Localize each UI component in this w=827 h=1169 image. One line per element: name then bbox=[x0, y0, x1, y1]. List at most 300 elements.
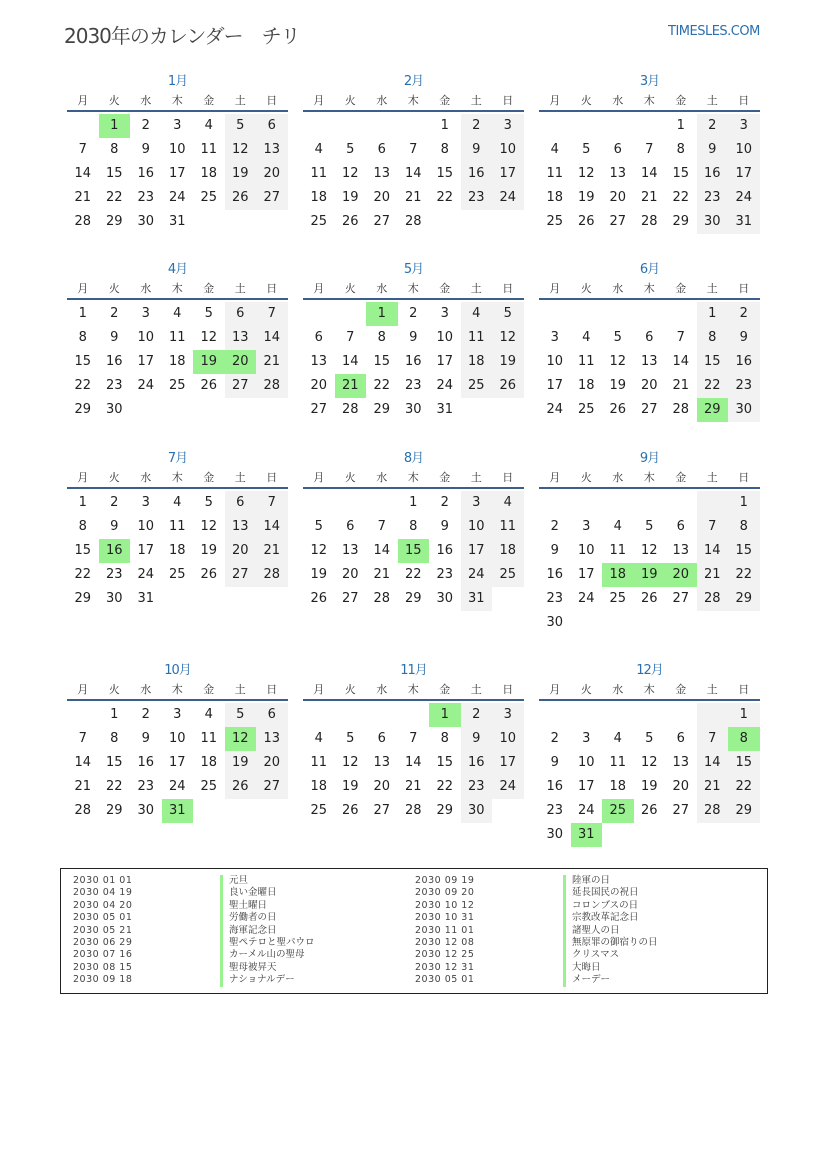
day-cell: 16 bbox=[461, 162, 493, 186]
day-cell: 10 bbox=[168, 731, 186, 746]
day-cell: 1 bbox=[697, 302, 729, 326]
holiday-date: 2030 06 29 bbox=[73, 936, 133, 948]
day-cell: 1 bbox=[78, 306, 87, 321]
day-cell: 26 bbox=[310, 591, 328, 606]
day-cell: 2 bbox=[461, 703, 493, 727]
day-cell: 16 bbox=[697, 162, 729, 186]
holiday-date: 2030 12 08 bbox=[415, 936, 475, 948]
weekday-label: 火 bbox=[344, 683, 356, 696]
day-cell: 20 bbox=[640, 378, 658, 393]
day-cell: 12 bbox=[200, 330, 218, 345]
weekday-label: 水 bbox=[612, 94, 624, 107]
day-cell: 30 bbox=[105, 591, 123, 606]
day-cell: 16 bbox=[728, 350, 760, 374]
holiday-date: 2030 10 12 bbox=[415, 899, 475, 911]
day-cell: 20 bbox=[609, 190, 627, 205]
day-cell: 25 bbox=[609, 591, 627, 606]
day-cell: 24 bbox=[168, 190, 186, 205]
holiday-date: 2030 07 16 bbox=[73, 949, 133, 961]
day-cell: 6 bbox=[377, 731, 386, 746]
holiday-date: 2030 01 01 bbox=[73, 875, 133, 886]
day-cell: 26 bbox=[200, 567, 218, 582]
day-cell: 7 bbox=[409, 142, 418, 157]
day-cell: 8 bbox=[409, 519, 418, 534]
day-cell: 7 bbox=[697, 727, 729, 751]
day-cell: 11 bbox=[310, 755, 328, 770]
holiday-name: 無原罪の御宿りの日 bbox=[563, 937, 658, 949]
day-cell: 18 bbox=[577, 378, 595, 393]
day-cell: 14 bbox=[74, 755, 92, 770]
day-cell: 6 bbox=[256, 703, 288, 727]
day-cell: 6 bbox=[225, 302, 257, 326]
day-cell: 2 bbox=[141, 118, 150, 133]
month-title: 2月 bbox=[403, 74, 424, 89]
day-cell: 6 bbox=[613, 142, 622, 157]
weekday-label: 月 bbox=[313, 94, 325, 107]
day-cell: 17 bbox=[168, 166, 186, 181]
day-cell: 5 bbox=[225, 703, 257, 727]
day-cell: 23 bbox=[697, 186, 729, 210]
weekday-label: 水 bbox=[140, 471, 152, 484]
days-grid bbox=[539, 703, 760, 847]
weekday-label: 月 bbox=[313, 282, 325, 295]
empty-day-cell bbox=[665, 491, 697, 515]
day-cell: 28 bbox=[404, 214, 422, 229]
empty-day-cell bbox=[602, 491, 634, 515]
weekday-label: 金 bbox=[439, 683, 451, 696]
day-cell: 11 bbox=[200, 731, 218, 746]
day-cell: 13 bbox=[373, 166, 391, 181]
day-cell: 24 bbox=[137, 378, 155, 393]
day-cell: 30 bbox=[436, 591, 454, 606]
day-cell: 21 bbox=[697, 563, 729, 587]
day-cell: 17 bbox=[577, 779, 595, 794]
day-cell: 3 bbox=[440, 306, 449, 321]
weekday-label: 月 bbox=[313, 471, 325, 484]
empty-day-cell bbox=[303, 703, 335, 727]
weekday-label: 金 bbox=[675, 471, 687, 484]
day-cell: 7 bbox=[697, 515, 729, 539]
day-cell: 30 bbox=[404, 402, 422, 417]
day-cell: 3 bbox=[550, 330, 559, 345]
day-cell: 21 bbox=[256, 539, 288, 563]
holiday-name: 良い金曜日 bbox=[220, 887, 315, 899]
day-cell: 28 bbox=[672, 402, 690, 417]
day-cell: 26 bbox=[492, 374, 524, 398]
day-cell: 17 bbox=[728, 162, 760, 186]
weekday-header bbox=[67, 680, 288, 701]
holiday-name: 海軍記念日 bbox=[220, 925, 315, 937]
day-cell: 25 bbox=[200, 190, 218, 205]
day-cell: 1 bbox=[440, 118, 449, 133]
weekday-label: 月 bbox=[77, 471, 89, 484]
day-cell: 15 bbox=[436, 755, 454, 770]
holiday-name: 宗教改革記念日 bbox=[563, 912, 658, 924]
weekday-header bbox=[539, 468, 760, 489]
holiday-name: 延長国民の祝日 bbox=[563, 887, 658, 899]
day-cell: 13 bbox=[672, 543, 690, 558]
day-cell: 21 bbox=[404, 779, 422, 794]
day-cell: 19 bbox=[341, 779, 359, 794]
day-cell: 1 bbox=[78, 495, 87, 510]
day-cell: 28 bbox=[373, 591, 391, 606]
day-cell: 15 bbox=[373, 354, 391, 369]
day-cell: 12 bbox=[609, 354, 627, 369]
holiday-day-cell: 16 bbox=[99, 539, 131, 563]
day-cell: 3 bbox=[582, 731, 591, 746]
day-cell: 1 bbox=[110, 707, 119, 722]
weekday-label: 日 bbox=[266, 471, 278, 484]
days-grid bbox=[67, 703, 288, 823]
holiday-day-cell: 31 bbox=[162, 799, 194, 823]
day-cell: 10 bbox=[577, 543, 595, 558]
weekday-label: 金 bbox=[675, 282, 687, 295]
day-cell: 29 bbox=[728, 587, 760, 611]
weekday-label: 水 bbox=[612, 471, 624, 484]
day-cell: 2 bbox=[440, 495, 449, 510]
day-cell: 16 bbox=[461, 751, 493, 775]
day-cell: 27 bbox=[225, 374, 257, 398]
day-cell: 28 bbox=[697, 799, 729, 823]
weekday-label: 木 bbox=[643, 683, 655, 696]
day-cell: 25 bbox=[492, 563, 524, 587]
weekday-label: 土 bbox=[706, 471, 718, 484]
days-grid bbox=[303, 491, 524, 611]
day-cell: 20 bbox=[256, 751, 288, 775]
empty-day-cell bbox=[665, 302, 697, 326]
weekday-label: 土 bbox=[234, 94, 246, 107]
day-cell: 23 bbox=[404, 378, 422, 393]
weekday-label: 木 bbox=[171, 282, 183, 295]
holiday-date: 2030 12 31 bbox=[415, 961, 475, 973]
weekday-label: 月 bbox=[77, 282, 89, 295]
holiday-dates-column-1 bbox=[73, 875, 132, 987]
day-cell: 4 bbox=[314, 142, 323, 157]
day-cell: 2 bbox=[461, 114, 493, 138]
day-cell: 13 bbox=[310, 354, 328, 369]
day-cell: 3 bbox=[173, 707, 182, 722]
days-grid bbox=[67, 302, 288, 422]
weekday-label: 金 bbox=[203, 94, 215, 107]
day-cell: 10 bbox=[492, 727, 524, 751]
day-cell: 19 bbox=[225, 162, 257, 186]
day-cell: 27 bbox=[609, 214, 627, 229]
empty-day-cell bbox=[335, 302, 367, 326]
month-block bbox=[539, 73, 760, 234]
day-cell: 6 bbox=[645, 330, 654, 345]
day-cell: 7 bbox=[409, 731, 418, 746]
month-block bbox=[539, 450, 760, 635]
day-cell: 23 bbox=[137, 779, 155, 794]
empty-day-cell bbox=[634, 114, 666, 138]
day-cell: 1 bbox=[409, 495, 418, 510]
day-cell: 18 bbox=[492, 539, 524, 563]
month-block bbox=[303, 662, 524, 823]
month-title: 9月 bbox=[639, 451, 660, 466]
day-cell: 5 bbox=[645, 519, 654, 534]
day-cell: 24 bbox=[577, 803, 595, 818]
day-cell: 29 bbox=[74, 402, 92, 417]
day-cell: 16 bbox=[546, 567, 564, 582]
days-grid bbox=[303, 703, 524, 823]
day-cell: 27 bbox=[672, 591, 690, 606]
weekday-label: 金 bbox=[439, 471, 451, 484]
day-cell: 2 bbox=[110, 495, 119, 510]
day-cell: 6 bbox=[676, 519, 685, 534]
day-cell: 3 bbox=[173, 118, 182, 133]
day-cell: 27 bbox=[256, 775, 288, 799]
day-cell: 21 bbox=[404, 190, 422, 205]
day-cell: 25 bbox=[577, 402, 595, 417]
day-cell: 23 bbox=[105, 378, 123, 393]
site-logo[interactable]: TIMESLES.COM bbox=[668, 24, 760, 39]
day-cell: 2 bbox=[697, 114, 729, 138]
empty-day-cell bbox=[571, 703, 603, 727]
day-cell: 18 bbox=[546, 190, 564, 205]
day-cell: 2 bbox=[141, 707, 150, 722]
day-cell: 26 bbox=[225, 775, 257, 799]
day-cell: 7 bbox=[676, 330, 685, 345]
day-cell: 26 bbox=[640, 803, 658, 818]
weekday-label: 日 bbox=[502, 683, 514, 696]
day-cell: 11 bbox=[577, 354, 595, 369]
days-grid bbox=[303, 302, 524, 422]
empty-day-cell bbox=[67, 703, 99, 727]
day-cell: 10 bbox=[168, 142, 186, 157]
month-title: 4月 bbox=[167, 262, 188, 277]
weekday-label: 金 bbox=[203, 471, 215, 484]
days-grid bbox=[303, 114, 524, 234]
day-cell: 25 bbox=[168, 378, 186, 393]
day-cell: 15 bbox=[74, 354, 92, 369]
weekday-label: 水 bbox=[376, 94, 388, 107]
day-cell: 17 bbox=[137, 354, 155, 369]
day-cell: 11 bbox=[609, 543, 627, 558]
days-grid bbox=[67, 491, 288, 611]
day-cell: 14 bbox=[404, 166, 422, 181]
weekday-label: 金 bbox=[439, 94, 451, 107]
day-cell: 14 bbox=[697, 751, 729, 775]
day-cell: 9 bbox=[110, 519, 119, 534]
day-cell: 5 bbox=[645, 731, 654, 746]
day-cell: 30 bbox=[105, 402, 123, 417]
weekday-label: 木 bbox=[407, 282, 419, 295]
day-cell: 15 bbox=[697, 350, 729, 374]
weekday-label: 日 bbox=[738, 94, 750, 107]
day-cell: 10 bbox=[728, 138, 760, 162]
day-cell: 21 bbox=[640, 190, 658, 205]
day-cell: 30 bbox=[546, 615, 564, 630]
day-cell: 22 bbox=[697, 374, 729, 398]
holiday-name: 諸聖人の日 bbox=[563, 925, 658, 937]
holiday-name: ナショナルデー bbox=[220, 974, 315, 986]
day-cell: 27 bbox=[310, 402, 328, 417]
weekday-label: 日 bbox=[502, 94, 514, 107]
holiday-date: 2030 09 18 bbox=[73, 974, 133, 986]
day-cell: 31 bbox=[728, 210, 760, 234]
holiday-date: 2030 10 31 bbox=[415, 912, 475, 924]
holiday-date: 2030 11 01 bbox=[415, 924, 475, 936]
weekday-label: 金 bbox=[675, 683, 687, 696]
weekday-label: 日 bbox=[502, 471, 514, 484]
holiday-day-cell: 12 bbox=[225, 727, 257, 751]
day-cell: 18 bbox=[310, 779, 328, 794]
weekday-label: 日 bbox=[266, 94, 278, 107]
holiday-day-cell: 19 bbox=[193, 350, 225, 374]
day-cell: 25 bbox=[461, 374, 493, 398]
month-block bbox=[303, 450, 524, 611]
month-block bbox=[67, 73, 288, 234]
day-cell: 4 bbox=[204, 707, 213, 722]
weekday-label: 日 bbox=[738, 282, 750, 295]
day-cell: 13 bbox=[640, 354, 658, 369]
weekday-label: 月 bbox=[313, 683, 325, 696]
day-cell: 12 bbox=[640, 543, 658, 558]
day-cell: 17 bbox=[168, 755, 186, 770]
weekday-label: 金 bbox=[203, 683, 215, 696]
day-cell: 24 bbox=[137, 567, 155, 582]
empty-day-cell bbox=[571, 302, 603, 326]
weekday-label: 火 bbox=[108, 471, 120, 484]
month-title: 8月 bbox=[403, 451, 424, 466]
month-block bbox=[539, 662, 760, 847]
weekday-label: 火 bbox=[108, 282, 120, 295]
weekday-header bbox=[539, 279, 760, 300]
day-cell: 27 bbox=[373, 214, 391, 229]
day-cell: 15 bbox=[105, 755, 123, 770]
month-title: 6月 bbox=[639, 262, 660, 277]
day-cell: 6 bbox=[314, 330, 323, 345]
day-cell: 5 bbox=[346, 142, 355, 157]
day-cell: 19 bbox=[341, 190, 359, 205]
empty-day-cell bbox=[366, 703, 398, 727]
weekday-label: 火 bbox=[580, 471, 592, 484]
day-cell: 14 bbox=[697, 539, 729, 563]
days-grid bbox=[539, 114, 760, 234]
empty-day-cell bbox=[335, 114, 367, 138]
weekday-label: 日 bbox=[738, 471, 750, 484]
day-cell: 26 bbox=[341, 214, 359, 229]
empty-day-cell bbox=[303, 302, 335, 326]
day-cell: 8 bbox=[440, 731, 449, 746]
weekday-label: 火 bbox=[580, 94, 592, 107]
empty-day-cell bbox=[602, 302, 634, 326]
day-cell: 13 bbox=[225, 326, 257, 350]
day-cell: 30 bbox=[697, 210, 729, 234]
day-cell: 22 bbox=[436, 779, 454, 794]
day-cell: 17 bbox=[436, 354, 454, 369]
day-cell: 17 bbox=[492, 751, 524, 775]
day-cell: 15 bbox=[728, 751, 760, 775]
day-cell: 11 bbox=[609, 755, 627, 770]
weekday-label: 水 bbox=[612, 683, 624, 696]
day-cell: 9 bbox=[141, 731, 150, 746]
day-cell: 7 bbox=[256, 302, 288, 326]
day-cell: 15 bbox=[728, 539, 760, 563]
day-cell: 4 bbox=[613, 519, 622, 534]
empty-day-cell bbox=[602, 114, 634, 138]
day-cell: 8 bbox=[440, 142, 449, 157]
day-cell: 19 bbox=[640, 779, 658, 794]
day-cell: 20 bbox=[341, 567, 359, 582]
day-cell: 4 bbox=[550, 142, 559, 157]
day-cell: 24 bbox=[436, 378, 454, 393]
empty-day-cell bbox=[366, 114, 398, 138]
month-block bbox=[303, 261, 524, 422]
day-cell: 3 bbox=[141, 306, 150, 321]
day-cell: 8 bbox=[728, 515, 760, 539]
holiday-day-cell: 21 bbox=[335, 374, 367, 398]
day-cell: 10 bbox=[546, 354, 564, 369]
day-cell: 3 bbox=[141, 495, 150, 510]
day-cell: 5 bbox=[492, 302, 524, 326]
day-cell: 4 bbox=[204, 118, 213, 133]
day-cell: 31 bbox=[461, 587, 493, 611]
day-cell: 19 bbox=[609, 378, 627, 393]
empty-day-cell bbox=[665, 703, 697, 727]
day-cell: 21 bbox=[697, 775, 729, 799]
day-cell: 21 bbox=[256, 350, 288, 374]
month-title: 3月 bbox=[639, 74, 660, 89]
weekday-label: 木 bbox=[643, 282, 655, 295]
day-cell: 23 bbox=[436, 567, 454, 582]
day-cell: 15 bbox=[672, 166, 690, 181]
weekday-label: 火 bbox=[580, 282, 592, 295]
day-cell: 11 bbox=[546, 166, 564, 181]
month-block bbox=[67, 450, 288, 611]
day-cell: 24 bbox=[546, 402, 564, 417]
day-cell: 4 bbox=[582, 330, 591, 345]
day-cell: 18 bbox=[200, 166, 218, 181]
day-cell: 1 bbox=[728, 703, 760, 727]
day-cell: 2 bbox=[728, 302, 760, 326]
day-cell: 4 bbox=[461, 302, 493, 326]
weekday-label: 水 bbox=[376, 282, 388, 295]
day-cell: 10 bbox=[492, 138, 524, 162]
day-cell: 5 bbox=[582, 142, 591, 157]
day-cell: 5 bbox=[346, 731, 355, 746]
day-cell: 26 bbox=[609, 402, 627, 417]
day-cell: 8 bbox=[377, 330, 386, 345]
weekday-label: 木 bbox=[171, 683, 183, 696]
day-cell: 8 bbox=[78, 519, 87, 534]
holiday-name: 聖ペテロと聖パウロ bbox=[220, 937, 315, 949]
empty-day-cell bbox=[335, 703, 367, 727]
holiday-name: カーメル山の聖母 bbox=[220, 949, 315, 961]
month-title: 11月 bbox=[400, 663, 427, 678]
day-cell: 12 bbox=[310, 543, 328, 558]
day-cell: 25 bbox=[310, 214, 328, 229]
holiday-day-cell: 29 bbox=[697, 398, 729, 422]
month-block bbox=[539, 261, 760, 422]
day-cell: 4 bbox=[173, 306, 182, 321]
weekday-label: 火 bbox=[344, 282, 356, 295]
day-cell: 11 bbox=[200, 142, 218, 157]
day-cell: 14 bbox=[404, 755, 422, 770]
day-cell: 28 bbox=[74, 803, 92, 818]
weekday-label: 土 bbox=[470, 471, 482, 484]
day-cell: 5 bbox=[204, 495, 213, 510]
day-cell: 13 bbox=[256, 138, 288, 162]
day-cell: 19 bbox=[200, 543, 218, 558]
day-cell: 2 bbox=[110, 306, 119, 321]
weekday-label: 金 bbox=[203, 282, 215, 295]
weekday-label: 火 bbox=[344, 471, 356, 484]
day-cell: 19 bbox=[492, 350, 524, 374]
day-cell: 2 bbox=[409, 306, 418, 321]
day-cell: 12 bbox=[577, 166, 595, 181]
day-cell: 23 bbox=[546, 803, 564, 818]
